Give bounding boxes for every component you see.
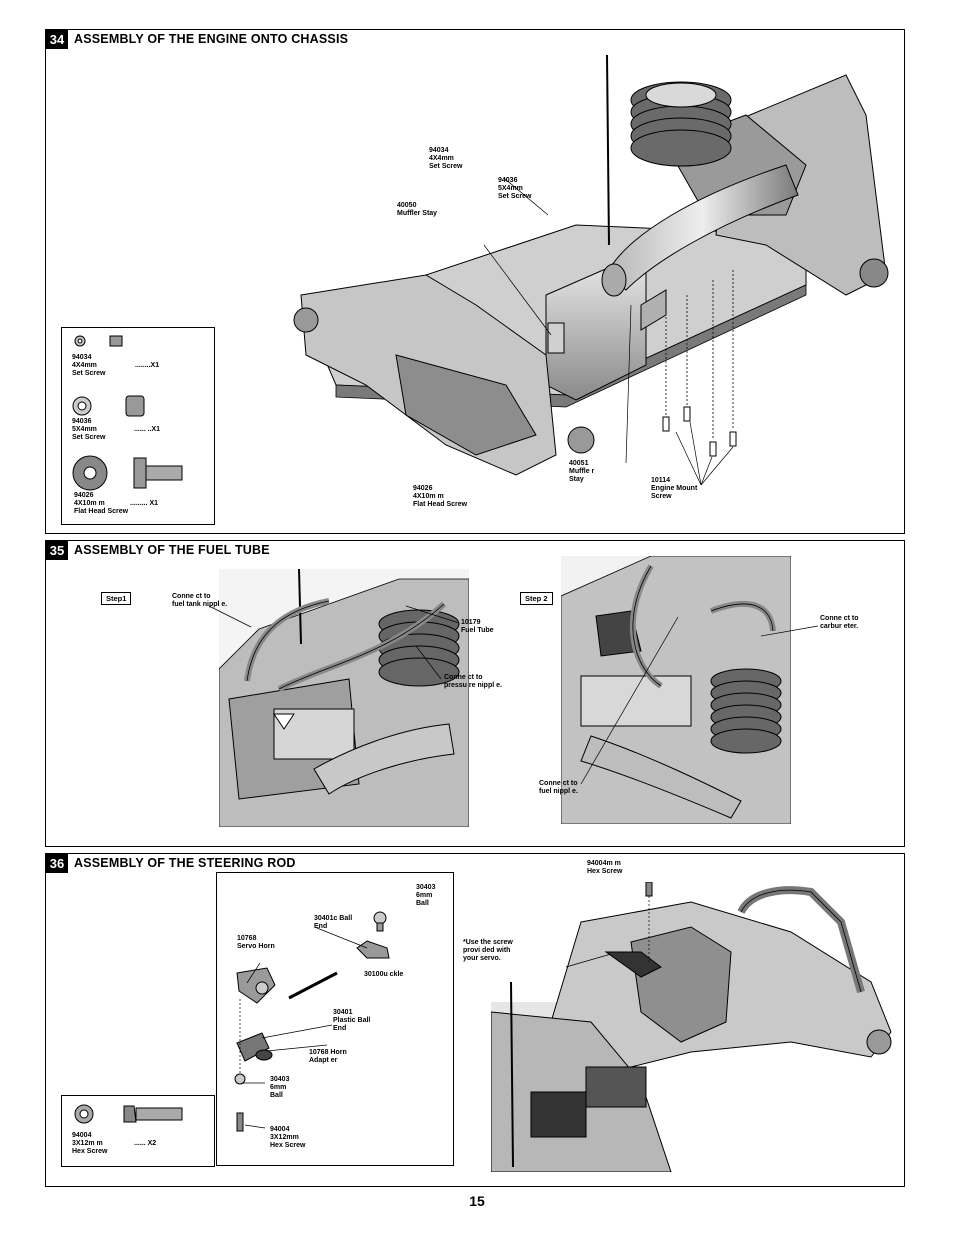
part-94036: 94036 5X4mm Set Screw (72, 418, 106, 441)
parts-list-36 (61, 1095, 215, 1167)
section-title: ASSEMBLY OF THE STEERING ROD (74, 856, 296, 870)
callout-30401-plastic-ball-end: 30401 Plastic Ball End (333, 1009, 371, 1032)
callout-plastic-ball-end-top: 30401c Ball End (314, 915, 353, 930)
qty-94036: ...... ..X1 (134, 426, 161, 433)
callout-94004-hex-screw: 94004 3X12mm Hex Screw (270, 1126, 306, 1149)
step1-tag: Step1 (101, 592, 131, 605)
callout-pressure-nipple: Conne ct to pressu re nippl e. (444, 674, 502, 689)
callout-fuel-tank-nipple: Conne ct to fuel tank nippl e. (172, 593, 228, 608)
section-35 (45, 540, 905, 847)
qty-94026: ......... X1 (130, 500, 159, 507)
callout-carburetor: Conne ct to carbur eter. (820, 615, 859, 630)
callout-40051: 40051 Muffle r Stay (569, 460, 595, 483)
callout-30403-ball-top: 30403 6mm Ball (416, 884, 436, 907)
callout-fuel-nipple: Conne ct to fuel nippl e. (539, 780, 578, 795)
callout-94004-hex-screw-right: 94004m m Hex Screw (587, 860, 623, 875)
step2-tag: Step 2 (520, 592, 553, 605)
part-94004: 94004 3X12m m Hex Screw (72, 1132, 108, 1155)
callout-40050: 40050 Muffler Stay (397, 202, 438, 217)
callout-turnbuckle: 30100u ckle (364, 971, 404, 978)
section-title: ASSEMBLY OF THE FUEL TUBE (74, 543, 270, 557)
part-94034: 94034 4X4mm Set Screw (72, 354, 106, 377)
step2-leader-lines (46, 541, 906, 848)
parts-list-34 (61, 327, 215, 525)
steering-chassis-illustration (491, 882, 896, 1172)
page-number: 15 (469, 1193, 485, 1209)
callout-30403-ball-bottom: 30403 6mm Ball (270, 1076, 290, 1099)
section-number: 36 (46, 854, 68, 873)
callout-10179-fuel-tube: 10179 Fuel Tube (461, 619, 494, 634)
section-title: ASSEMBLY OF THE ENGINE ONTO CHASSIS (74, 32, 349, 46)
note-use-servo-screw: *Use the screw provi ded with your servo. (463, 939, 513, 962)
callout-94036: 94036 5X4mm Set Screw (498, 177, 532, 200)
part-94026: 94026 4X10m m Flat Head Screw (74, 492, 129, 515)
callout-94026: 94026 4X10m m Flat Head Screw (413, 485, 468, 508)
section-36 (45, 853, 905, 1187)
steering-rod-exploded-box (216, 872, 454, 1166)
callout-94034: 94034 4X4mm Set Screw (429, 147, 463, 170)
qty-94034: ........X1 (135, 362, 160, 369)
section-34 (45, 29, 905, 534)
callout-10114: 10114 Engine Mount Screw (651, 477, 698, 500)
section-number: 34 (46, 30, 68, 49)
chassis-engine-illustration (246, 55, 896, 520)
callout-horn-adapter: 10768 Horn Adapt er (309, 1049, 347, 1064)
qty-94004: ...... X2 (134, 1140, 157, 1147)
section-number: 35 (46, 541, 68, 560)
callout-10768-servo-horn: 10768 Servo Horn (237, 935, 275, 950)
